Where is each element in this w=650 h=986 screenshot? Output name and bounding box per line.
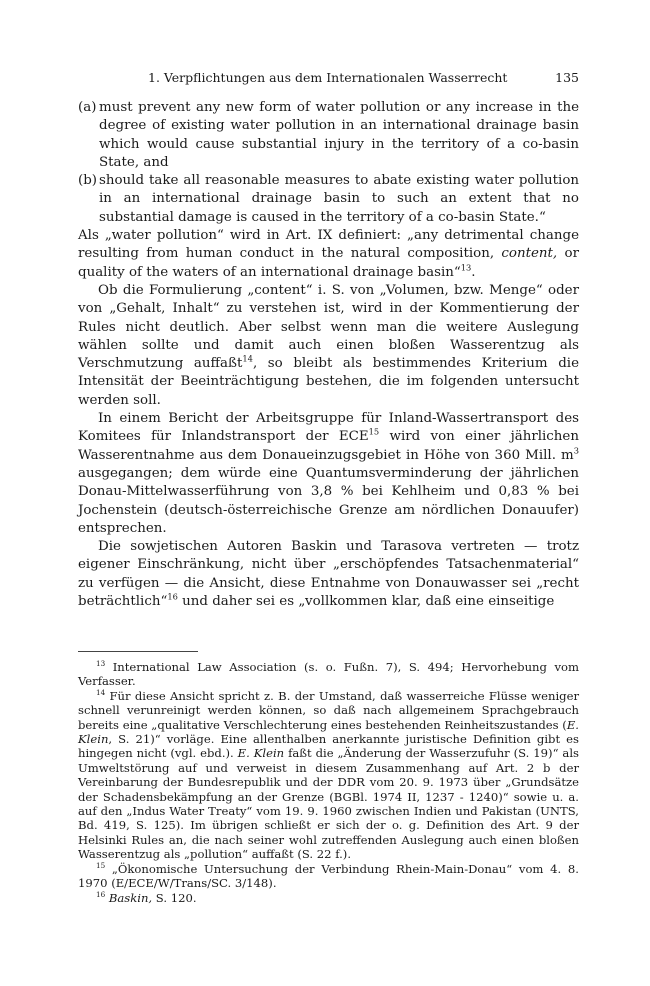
list-text: should take all reasonable measures to abate existing water pollution in an international drainage basin to such an extent that no substantial damage is caused in the territory of a co-basin State.“ bbox=[99, 173, 579, 225]
text-run: . bbox=[471, 264, 476, 280]
text-run: or quality of the waters of an international drainage basin“ bbox=[78, 246, 579, 280]
footnote bbox=[78, 891, 579, 905]
footnote-ref: 13 bbox=[460, 262, 472, 273]
footnote bbox=[78, 660, 579, 689]
emphasis: E. Klein bbox=[78, 717, 579, 747]
list-item bbox=[78, 172, 579, 227]
footnote bbox=[78, 689, 579, 862]
footnote-number: 16 bbox=[96, 889, 106, 899]
footnote-number: 14 bbox=[96, 687, 106, 697]
text-run: Ob die Formulierung „content“ i. S. von „Volumen, bzw. Menge“ oder von „Gehalt, Inhalt“ zu verstehen ist, wird in der Kommentierung der Rules nicht deutlich. Aber selbst wenn man die weitere Auslegung wählen sollte und damit auch einen bloßen Wasserentzug als Verschmutzung auffaßt bbox=[78, 282, 579, 372]
footnote-number: 15 bbox=[96, 860, 106, 870]
list-label: (b) bbox=[78, 173, 98, 189]
footnote-number: 13 bbox=[96, 659, 106, 669]
text-run: ausgegangen; dem würde eine Quantumsverminderung der jährlichen Donau-Mittelwasserführung von 3,8 % bei Kehlheim und 0,83 % bei Jochenstein (deutsch-österreichische Grenze am nördlichen Donauufer) entsprechen. bbox=[78, 465, 579, 536]
paragraph bbox=[78, 410, 579, 538]
footnote-divider bbox=[78, 651, 198, 652]
list-label: (a) bbox=[78, 100, 97, 115]
footnote-ref: 16 bbox=[167, 591, 178, 602]
text-run: wird von einer jährlichen Wasserentnahme aus dem Donaueinzugsgebiet in Höhe von 360 Mill. m bbox=[78, 429, 579, 463]
footnote-text: S. 120. bbox=[152, 890, 197, 905]
footnote-text: faßt die „Änderung der Wasserzufuhr (S. 19)“ als Umweltstörung auf und verweist in diesem Zusammenhang auf Art. 2 b der Vereinbarung der Bundesrepublik und der DDR vom 20. 9. 1973 über „Grundsätze der Schadensbekämpfung an der Grenze (BGBl. 1974 II, 1237 - 1240)“ sowie u. a. auf den „Indus Water Treaty“ vom 19. 9. 1960 zwischen Indien und Pakistan (UNTS, Bd. 419, S. 125). Im übrigen schließt er sich der o. g. Definition des Art. 9 der Helsinki Rules an, die nach seiner wohl zutreffenden Auslegung auch einen bloßen Wasserentzug als „pollution“ auffaßt (S. 22 f.). bbox=[78, 746, 579, 862]
text-run: Die sowjetischen Autoren Baskin und Tarasova vertreten — trotz eigener Einschränkung, nicht über „erschöpfendes Tatsachenmaterial“ zu verfügen — die Ansicht, diese Entnahme von Donauwasser sei „recht beträchtlich“ bbox=[78, 539, 579, 610]
list-item bbox=[78, 99, 579, 172]
running-title: 1. Verpflichtungen aus dem Internationalen Wasserrecht bbox=[148, 70, 508, 85]
footnote-ref: 14 bbox=[242, 353, 253, 364]
footnote-text: International Law Association (s. o. Fußn. 7), S. 494; Hervorhebung vom Verfasser. bbox=[78, 660, 579, 689]
superscript: 3 bbox=[573, 445, 579, 456]
text-run: , so bleibt als bestimmendes Kriterium die Intensität der Beeinträchtigung bestehen, die im folgenden untersucht werden soll. bbox=[78, 356, 579, 408]
paragraph bbox=[78, 538, 579, 611]
text-run: Als „water pollution“ wird in Art. IX definiert: „any detrimental change resulting from human conduct in the natural composition, bbox=[78, 228, 579, 262]
text-run: In einem Bericht der Arbeitsgruppe für Inland-Wassertransport des Komitees für Inlandstransport der ECE bbox=[78, 411, 579, 445]
emphasis: E. Klein bbox=[237, 746, 285, 761]
paragraph bbox=[78, 282, 579, 410]
emphasis: Baskin, bbox=[108, 890, 153, 905]
main-text bbox=[78, 99, 579, 611]
list-text: must prevent any new form of water pollution or any increase in the degree of existing water pollution in an international drainage basin which would cause substantial injury in the territory of a co-basin State, and bbox=[99, 100, 579, 170]
footnote-text: „Ökonomische Untersuchung der Verbindung Rhein-Main-Donau“ vom 4. 8. 1970 (E/ECE/W/Trans/SC. 3/148). bbox=[78, 861, 579, 891]
footnotes bbox=[78, 660, 579, 905]
page-number: 135 bbox=[555, 70, 579, 85]
emphasis: content, bbox=[501, 246, 558, 262]
footnote-text: Für diese Ansicht spricht z. B. der Umstand, daß wasserreiche Flüsse weniger schnell verunreinigt werden können, so daß nach allgemeinem Sprachgebrauch bereits eine „qualitative Verschlechterung eines bestehenden Reinheitszustandes ( bbox=[78, 688, 579, 732]
footnote-ref: 15 bbox=[368, 426, 380, 437]
text-run: und daher sei es „vollkommen klar, daß eine einseitige bbox=[177, 594, 555, 610]
paragraph bbox=[78, 227, 579, 282]
footnote bbox=[78, 862, 579, 891]
footnote-text: , S. 21)“ vorläge. Eine allenthalben anerkannte juristische Definition gibt es hingegen nicht (vgl. ebd.). bbox=[78, 732, 579, 761]
